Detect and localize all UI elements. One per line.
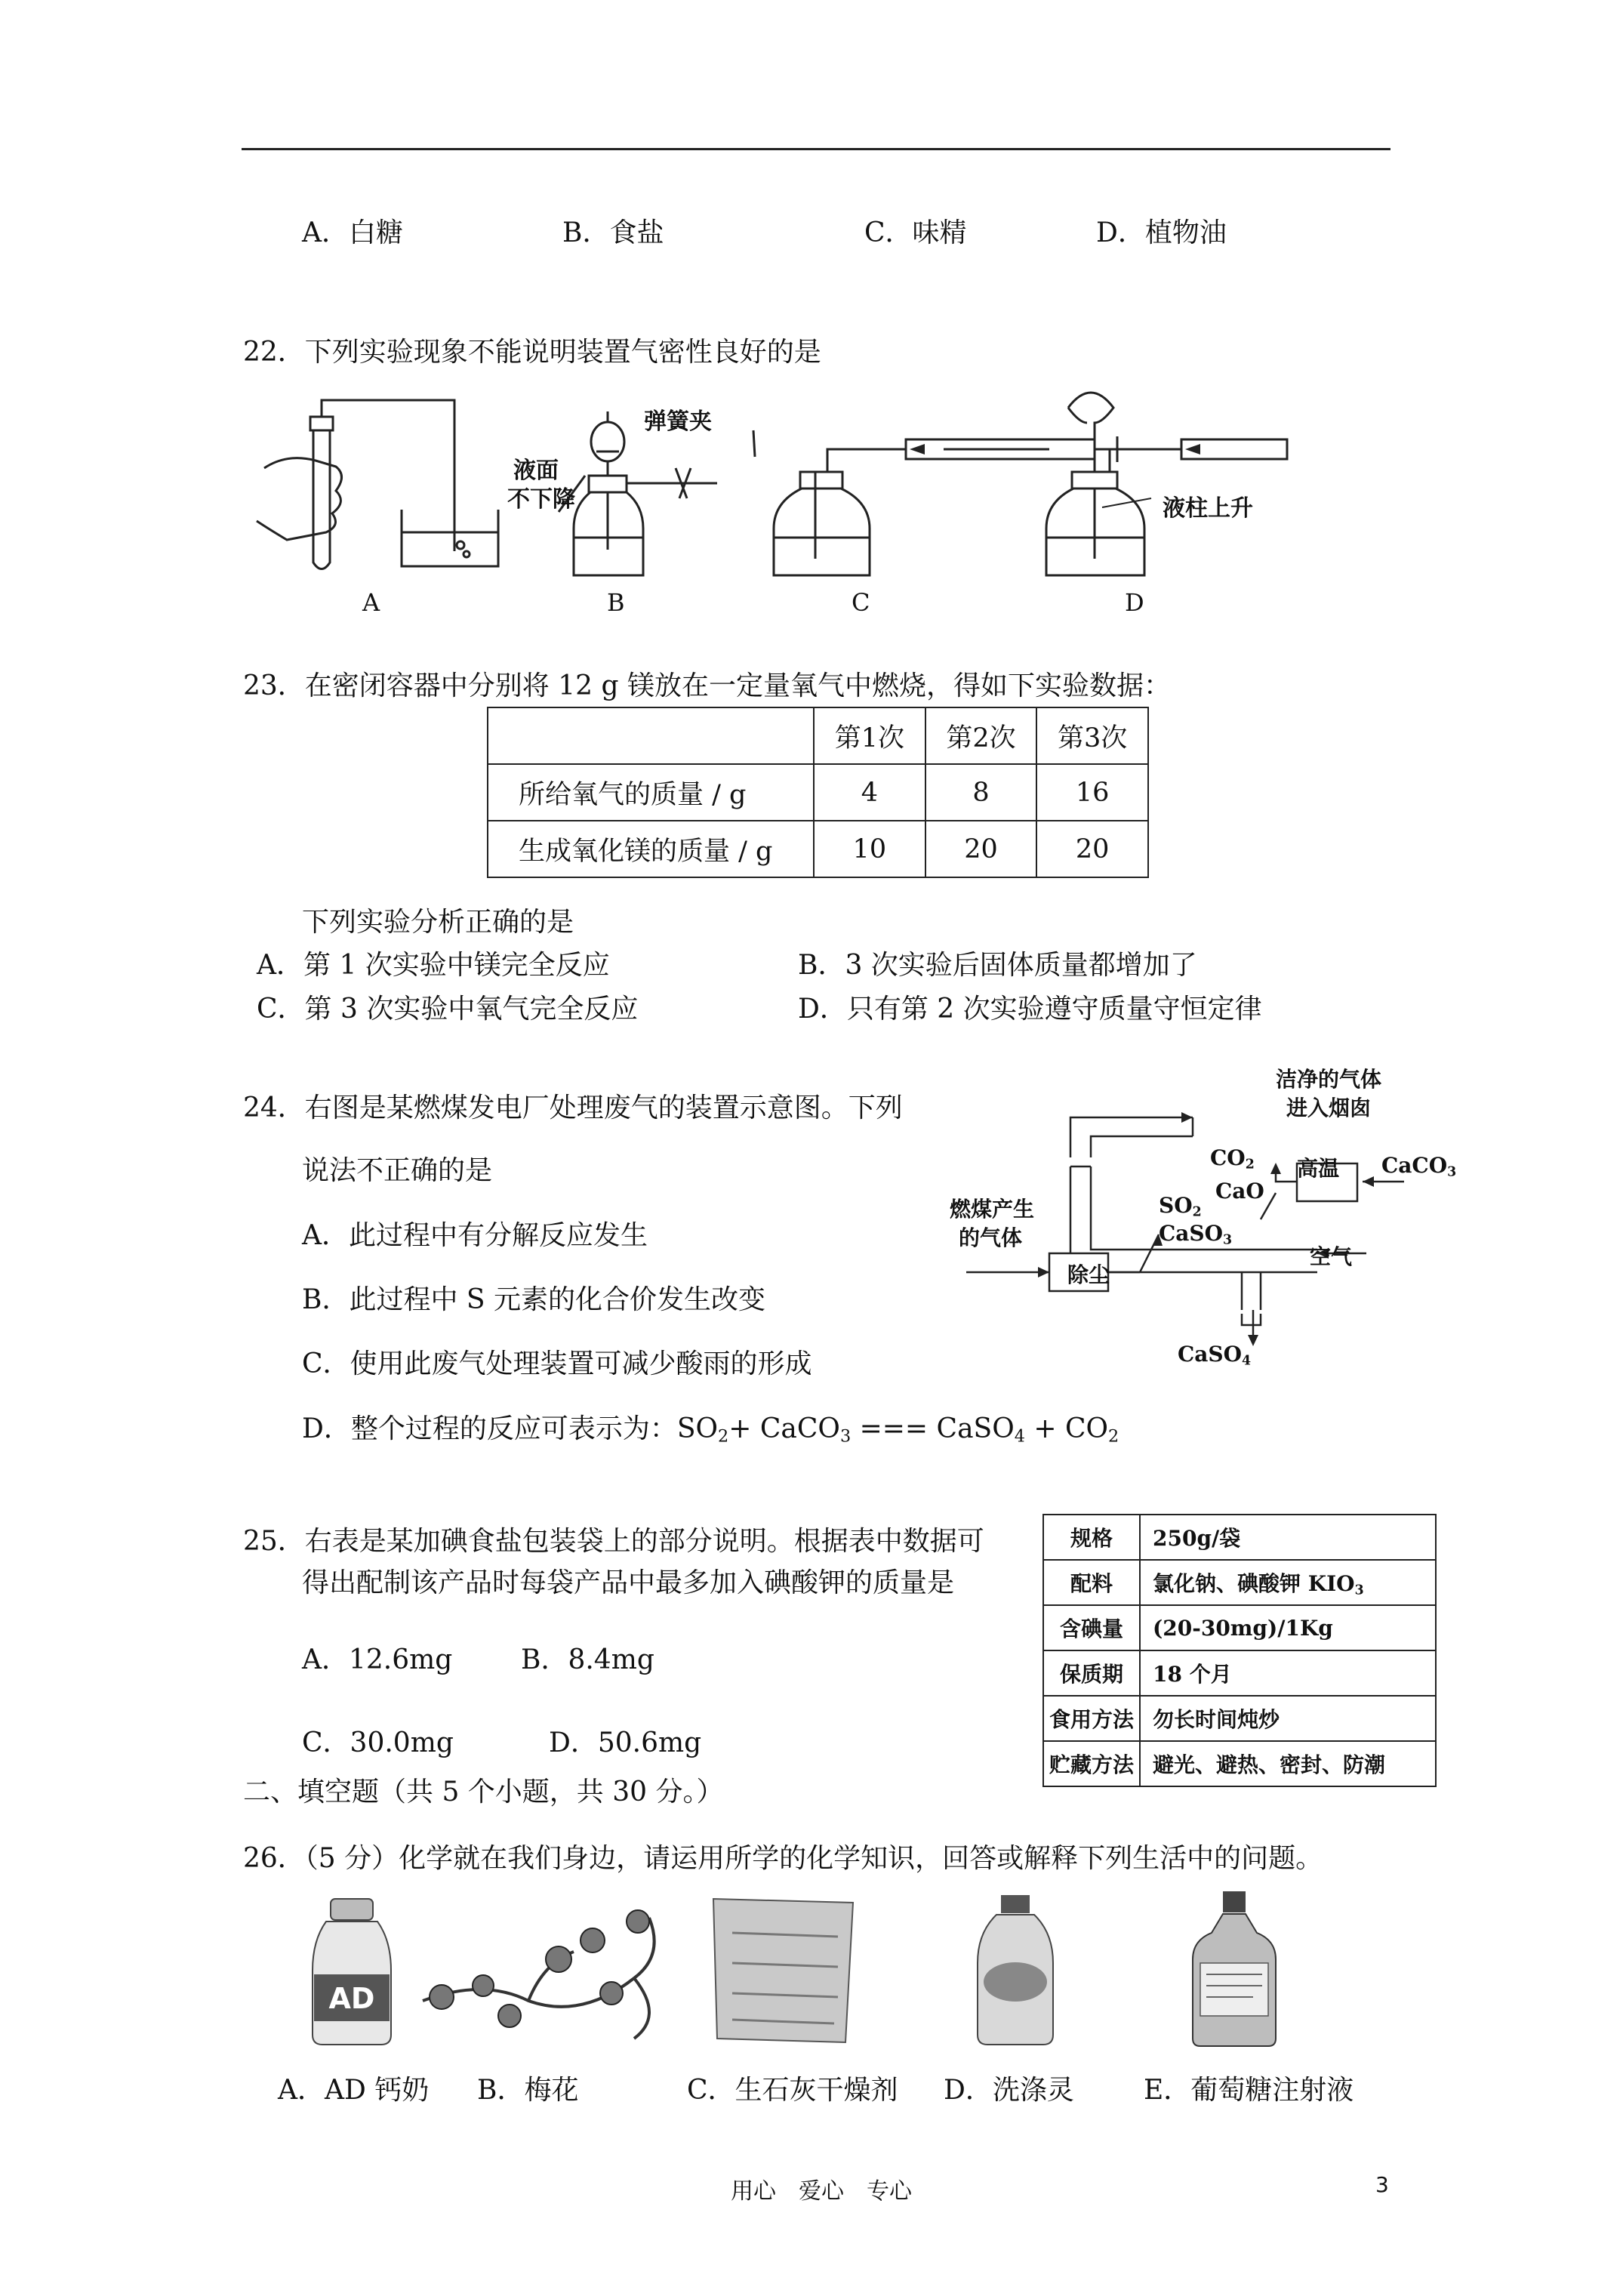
q22-stem: 22．下列实验现象不能说明装置气密性良好的是 bbox=[243, 337, 821, 368]
diagram-so2-text: SO bbox=[1159, 1193, 1193, 1218]
section-2-heading: 二、填空题（共 5 个小题，共 30 分。） bbox=[243, 1777, 724, 1808]
subscript: 3 bbox=[1223, 1232, 1233, 1248]
desiccant-packet-icon bbox=[713, 1899, 853, 2042]
table-row bbox=[1043, 1605, 1436, 1650]
q24-option-d-part: + CO bbox=[1024, 1413, 1109, 1444]
table-cell: 含碘量 bbox=[1043, 1605, 1140, 1650]
table-cell: 保质期 bbox=[1043, 1650, 1140, 1696]
table-row bbox=[1043, 1650, 1436, 1696]
subscript: 2 bbox=[1108, 1426, 1119, 1447]
q24-stem-line2: 说法不正确的是 bbox=[302, 1155, 493, 1186]
q24-option-a: A．此过程中有分解反应发生 bbox=[302, 1220, 648, 1251]
arrow-left-icon bbox=[1185, 444, 1200, 455]
diagram-clean-gas-1: 洁净的气体 bbox=[1276, 1067, 1382, 1092]
q21-option-a: A．白糖 bbox=[302, 217, 403, 248]
q24-option-b: B．此过程中 S 元素的化合价发生改变 bbox=[302, 1284, 766, 1315]
q24-stem-line1: 24．右图是某燃煤发电厂处理废气的装置示意图。下列 bbox=[243, 1093, 903, 1123]
subscript: 3 bbox=[839, 1426, 852, 1447]
table-cell: 16 bbox=[1036, 764, 1148, 821]
q22-label-spring-clip: 弹簧夹 bbox=[644, 408, 712, 435]
q22-label-column-rise: 液柱上升 bbox=[1163, 495, 1253, 522]
q26-label-d: D．洗涤灵 bbox=[944, 2075, 1074, 2106]
table-header-cell: 第3次 bbox=[1036, 707, 1148, 764]
diagram-caso4 bbox=[1178, 1342, 1251, 1368]
apparatus-a-test-tube bbox=[313, 423, 330, 569]
subscript: 4 bbox=[1242, 1353, 1252, 1369]
table-cell: 生成氧化镁的质量 / g bbox=[488, 821, 814, 877]
ad-milk-bottle-icon bbox=[313, 1899, 391, 2045]
glucose-injection-bottle-icon bbox=[1193, 1891, 1276, 2046]
table-cell: 20 bbox=[925, 821, 1037, 877]
subscript: 2 bbox=[1192, 1204, 1202, 1220]
q25-stem-line1: 25．右表是某加碘食盐包装袋上的部分说明。根据表中数据可 bbox=[243, 1526, 984, 1557]
table-cell: 配料 bbox=[1043, 1560, 1140, 1605]
subscript: 2 bbox=[1245, 1157, 1255, 1173]
detergent-bottle-icon bbox=[978, 1895, 1053, 2045]
q21-option-b: B．食盐 bbox=[562, 217, 664, 248]
header-rule bbox=[242, 148, 1390, 150]
diagram-caso3-text: CaSO bbox=[1159, 1221, 1224, 1246]
q22-label-liquid-2: 不下降 bbox=[507, 486, 575, 513]
apparatus-c-bottle bbox=[774, 488, 870, 575]
q26-label-a: A．AD 钙奶 bbox=[278, 2075, 430, 2106]
table-cell: 所给氧气的质量 / g bbox=[488, 764, 814, 821]
page-number: 3 bbox=[1375, 2172, 1389, 2197]
table-header-cell: 第2次 bbox=[925, 707, 1037, 764]
diagram-so2 bbox=[1159, 1193, 1202, 1219]
subscript: 3 bbox=[1447, 1164, 1457, 1180]
table-row bbox=[1043, 1515, 1436, 1560]
q22-apparatus-figure bbox=[242, 378, 1298, 589]
subscript: 3 bbox=[1354, 1583, 1364, 1598]
diagram-coal-gas-1: 燃煤产生 bbox=[950, 1197, 1035, 1222]
table-cell: 食用方法 bbox=[1043, 1696, 1140, 1741]
diagram-cao: CaO bbox=[1215, 1179, 1264, 1203]
table-cell: 贮藏方法 bbox=[1043, 1741, 1140, 1786]
table-cell: 4 bbox=[814, 764, 925, 821]
table-row bbox=[1043, 1741, 1436, 1786]
q21-option-c: C．味精 bbox=[864, 217, 967, 248]
table-cell: 勿长时间炖炒 bbox=[1140, 1696, 1436, 1741]
q23-data-table bbox=[487, 707, 1149, 878]
q24-option-d-part: === CaSO bbox=[851, 1413, 1015, 1444]
table-cell: 18 个月 bbox=[1140, 1650, 1436, 1696]
table-header-row bbox=[488, 707, 1148, 764]
q22-label-d: D bbox=[1125, 588, 1144, 617]
q22-label-c: C bbox=[852, 588, 870, 617]
apparatus-b-separatory-funnel bbox=[591, 422, 624, 461]
table-row bbox=[488, 764, 1148, 821]
table-cell bbox=[1140, 1560, 1436, 1605]
table-row bbox=[488, 821, 1148, 877]
q22-label-liquid-1: 液面 bbox=[513, 458, 559, 484]
diagram-clean-gas-2: 进入烟囱 bbox=[1286, 1096, 1372, 1120]
table-row bbox=[1043, 1560, 1436, 1605]
q26-images-strip bbox=[242, 1888, 1449, 2054]
table-cell bbox=[488, 707, 814, 764]
table-row bbox=[1043, 1696, 1436, 1741]
table-cell: 20 bbox=[1036, 821, 1148, 877]
diagram-caco3 bbox=[1381, 1153, 1456, 1179]
q23-option-a: A．第 1 次实验中镁完全反应 bbox=[257, 950, 610, 981]
plum-blossom-icon bbox=[423, 1918, 654, 2039]
table-cell: 250g/袋 bbox=[1140, 1515, 1436, 1560]
q24-option-d-part: D．整个过程的反应可表示为：SO bbox=[302, 1413, 719, 1444]
q25-option-a: A．12.6mg bbox=[302, 1644, 453, 1675]
diagram-caso4-text: CaSO bbox=[1178, 1342, 1243, 1367]
q24-option-d bbox=[302, 1407, 1119, 1447]
diagram-caso3 bbox=[1159, 1221, 1232, 1247]
table-cell: 8 bbox=[925, 764, 1037, 821]
diagram-gaowen: 高温 bbox=[1297, 1156, 1340, 1181]
footer-motto: 用心 爱心 专心 bbox=[731, 2178, 912, 2205]
arrow-right-icon bbox=[1038, 1267, 1049, 1277]
table-cell: (20-30mg)/1Kg bbox=[1140, 1605, 1436, 1650]
diagram-caco3-text: CaCO bbox=[1381, 1153, 1448, 1178]
diagram-air: 空气 bbox=[1310, 1244, 1353, 1269]
q25-option-b: B．8.4mg bbox=[521, 1644, 654, 1675]
q26-label-b: B．梅花 bbox=[477, 2075, 579, 2106]
svg-text:AD: AD bbox=[328, 1982, 375, 2015]
table-cell: 10 bbox=[814, 821, 925, 877]
table-cell: 避光、避热、密封、防潮 bbox=[1140, 1741, 1436, 1786]
q24-option-d-part: + CaCO bbox=[728, 1413, 840, 1444]
q26-label-c: C．生石灰干燥剂 bbox=[687, 2075, 898, 2106]
q26-label-e: E．葡萄糖注射液 bbox=[1144, 2075, 1354, 2106]
q23-option-d: D．只有第 2 次实验遵守质量守恒定律 bbox=[798, 994, 1262, 1025]
q25-option-d: D．50.6mg bbox=[549, 1727, 702, 1758]
q22-label-a: A bbox=[362, 588, 380, 617]
q24-option-c: C．使用此废气处理装置可减少酸雨的形成 bbox=[302, 1348, 812, 1379]
subscript: 4 bbox=[1014, 1426, 1025, 1447]
subscript: 2 bbox=[718, 1426, 729, 1447]
diagram-coal-gas-2: 的气体 bbox=[959, 1225, 1023, 1250]
table-cell-text: 氯化钠、碘酸钾 KIO bbox=[1153, 1570, 1355, 1596]
q25-option-c: C．30.0mg bbox=[302, 1727, 454, 1758]
q25-stem-line2: 得出配制该产品时每袋产品中最多加入碘酸钾的质量是 bbox=[302, 1567, 955, 1598]
diagram-co2-text: CO bbox=[1210, 1145, 1246, 1170]
diagram-chuchen: 除尘 bbox=[1067, 1262, 1110, 1287]
table-header-cell: 第1次 bbox=[814, 707, 925, 764]
q23-stem: 23．在密闭容器中分别将 12 g 镁放在一定量氧气中燃烧，得如下实验数据： bbox=[243, 670, 1171, 701]
q23-option-c: C．第 3 次实验中氧气完全反应 bbox=[257, 994, 639, 1025]
arrow-left-icon bbox=[1363, 1176, 1374, 1187]
diagram-co2 bbox=[1210, 1145, 1255, 1172]
q23-question: 下列实验分析正确的是 bbox=[302, 907, 574, 938]
table-cell: 规格 bbox=[1043, 1515, 1140, 1560]
arrow-left-icon bbox=[910, 444, 925, 455]
q22-label-b: B bbox=[607, 588, 625, 617]
q26-stem: 26．（5 分）化学就在我们身边，请运用所学的化学知识，回答或解释下列生活中的问题。 bbox=[243, 1843, 1323, 1874]
q25-salt-label-table bbox=[1042, 1514, 1437, 1787]
q21-option-d: D．植物油 bbox=[1096, 217, 1227, 248]
apparatus-a-beaker bbox=[402, 510, 498, 566]
q23-option-b: B．3 次实验后固体质量都增加了 bbox=[798, 950, 1197, 981]
